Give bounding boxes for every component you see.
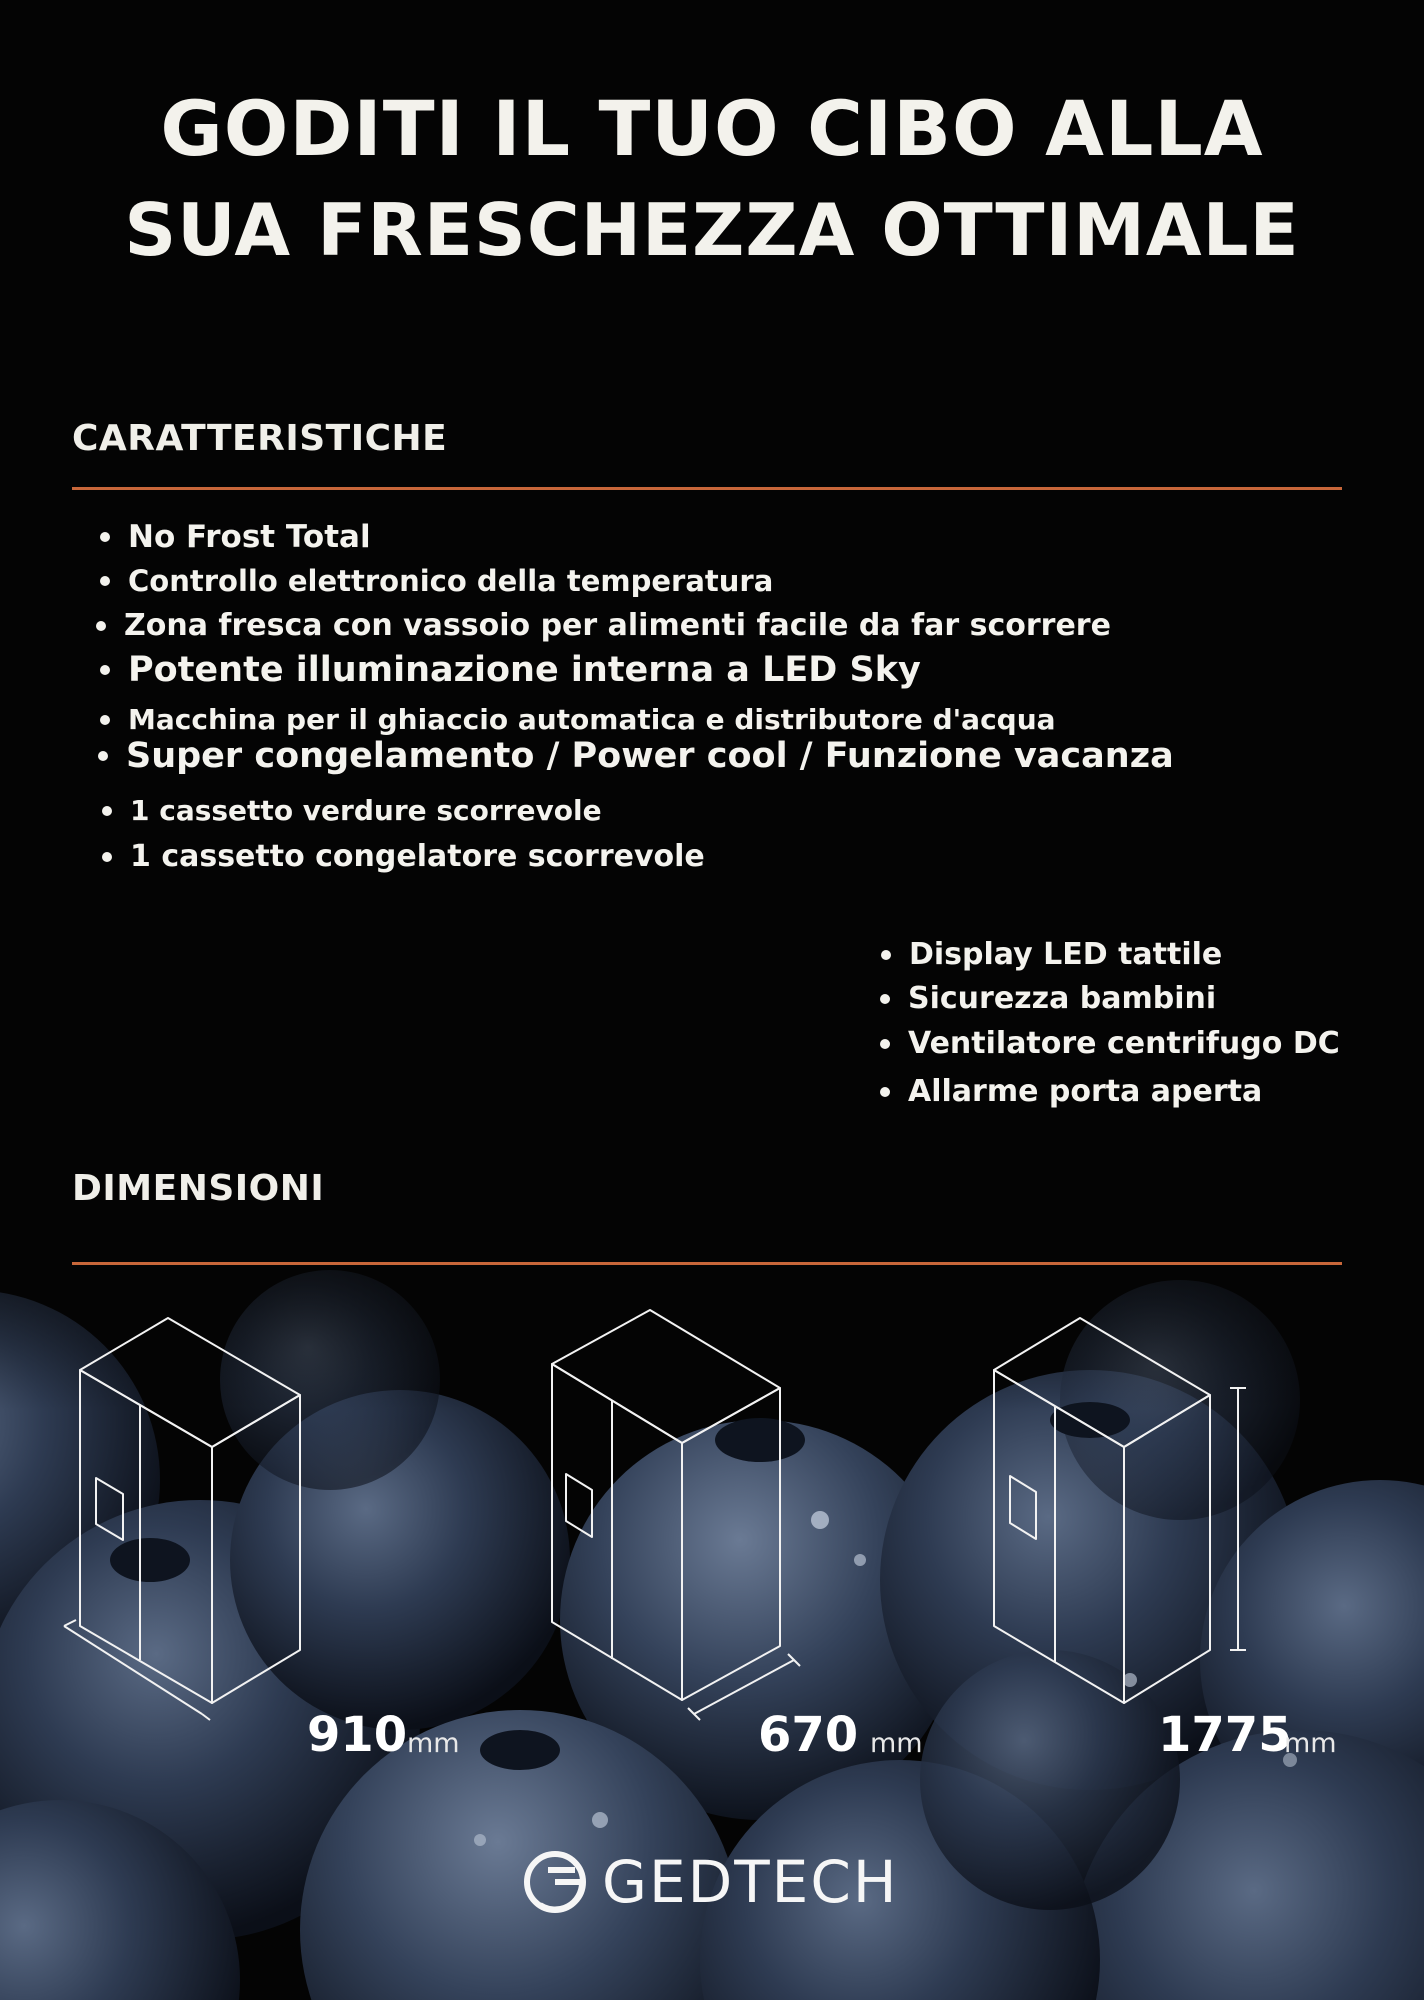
headline-line-1: GODITI IL TUO CIBO ALLA <box>160 84 1264 173</box>
feature-item-secondary: Display LED tattile <box>909 937 1223 972</box>
feature-item: 1 cassetto verdure scorrevole <box>130 794 602 827</box>
brand-name: GEDTECH <box>602 1848 899 1916</box>
height-value: 1775 <box>1158 1707 1292 1763</box>
fridge-depth-icon <box>552 1310 800 1720</box>
depth-unit: mm <box>870 1728 923 1759</box>
features-heading: CARATTERISTICHE <box>72 418 448 459</box>
height-unit: mm <box>1284 1728 1337 1759</box>
headline-line-2: SUA FRESCHEZZA OTTIMALE <box>124 188 1300 272</box>
depth-value: 670 <box>758 1707 859 1763</box>
feature-item: 1 cassetto congelatore scorrevole <box>130 839 705 874</box>
feature-item: Controllo elettronico della temperatura <box>128 564 774 598</box>
width-unit: mm <box>407 1728 460 1759</box>
feature-item: Potente illuminazione interna a LED Sky <box>128 650 921 690</box>
features-divider <box>72 487 1342 490</box>
feature-item-secondary: Ventilatore centrifugo DC <box>908 1026 1340 1061</box>
fridge-dimension-diagrams <box>0 1290 1424 1750</box>
fridge-height-icon <box>994 1318 1246 1703</box>
feature-item: No Frost Total <box>128 519 371 555</box>
width-value: 910 <box>307 1707 408 1763</box>
feature-item-secondary: Sicurezza bambini <box>908 981 1217 1016</box>
fridge-width-icon <box>64 1318 300 1720</box>
feature-item: Macchina per il ghiaccio automatica e distributore d'acqua <box>128 703 1056 736</box>
feature-item: Super congelamento / Power cool / Funzione vacanza <box>126 736 1174 776</box>
feature-item: Zona fresca con vassoio per alimenti facile da far scorrere <box>124 608 1111 643</box>
dimensions-heading: DIMENSIONI <box>72 1168 325 1209</box>
feature-item-secondary: Allarme porta aperta <box>908 1074 1263 1109</box>
dimensions-divider <box>72 1262 1342 1265</box>
